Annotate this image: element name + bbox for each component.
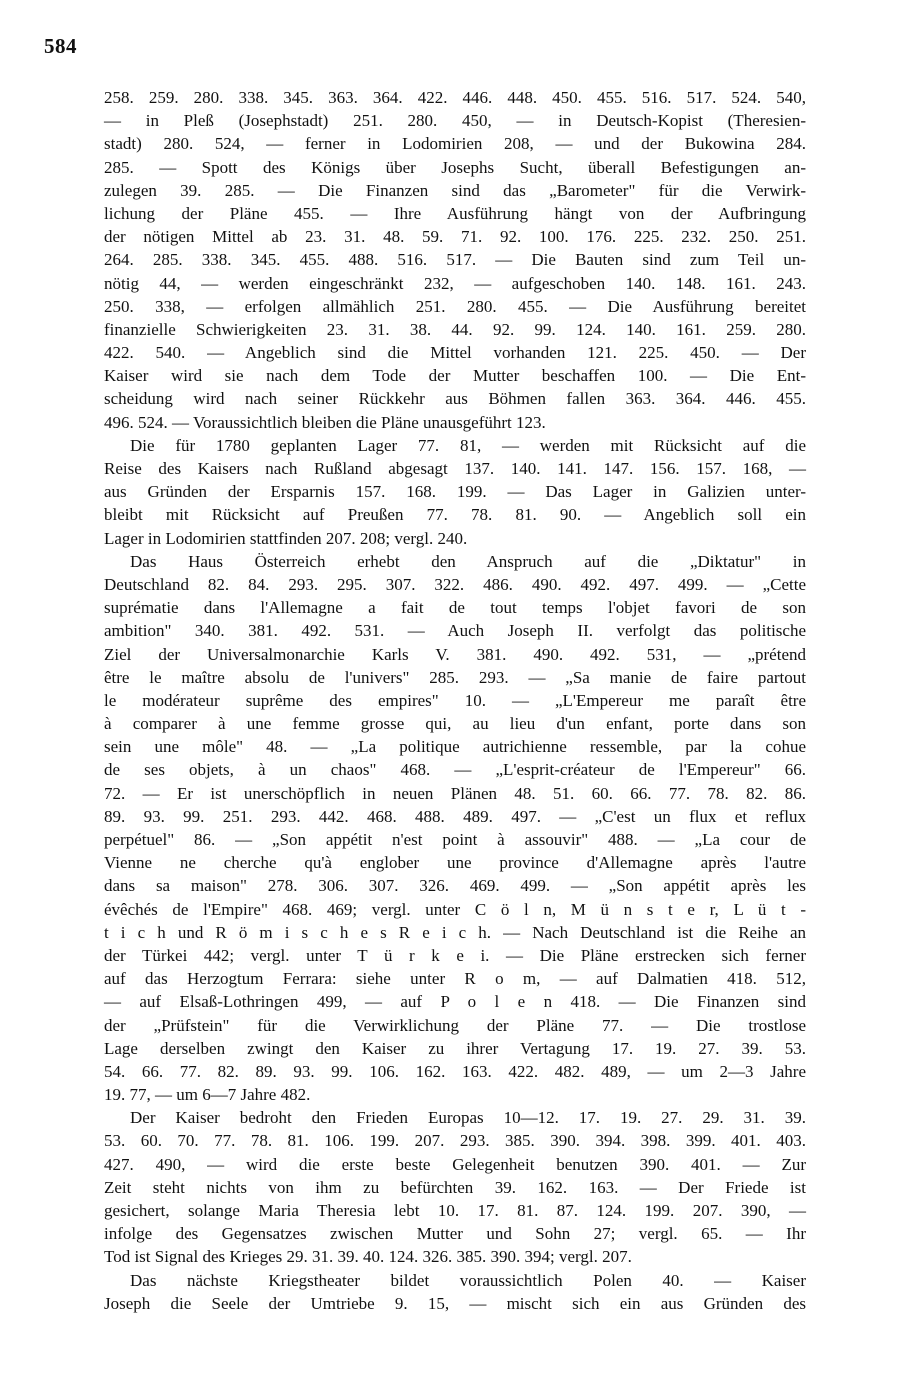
- paragraph: [104, 1269, 806, 1315]
- text-line: Die für 1780 geplanten Lager 77. 81, — werden mit Rücksicht auf die: [130, 435, 806, 455]
- text-line: — auf Elsaß-Lothringen 499, — auf P o l e n 418. — Die Finanzen sind: [104, 992, 806, 1012]
- text-line: gesichert, solange Maria Theresia lebt 10. 17. 81. 87. 124. 199. 207. 390, —: [104, 1201, 806, 1220]
- text-line: zulegen 39. 285. — Die Finanzen sind das „Barometer" für die Verwirk-: [104, 180, 806, 200]
- text-line: finanzielle Schwierigkeiten 23. 31. 38. 44. 92. 99. 124. 140. 161. 259. 280.: [104, 319, 806, 339]
- text-line: être le maître absolu de l'univers" 285. 293. — „Sa manie de faire partout: [104, 667, 806, 687]
- text-line: Reise des Kaisers nach Rußland abgesagt 137. 140. 141. 147. 156. 157. 168, —: [104, 459, 806, 478]
- text-line: Joseph die Seele der Umtriebe 9. 15, — mischt sich ein aus Gründen des: [104, 1293, 806, 1313]
- text-line: 285. — Spott des Königs über Josephs Sucht, überall Befestigungen an-: [104, 157, 806, 177]
- paragraph: [104, 434, 806, 550]
- paragraph: [104, 1106, 806, 1268]
- paragraph: [104, 86, 806, 434]
- text-line: der nötigen Mittel ab 23. 31. 48. 59. 71. 92. 100. 176. 225. 232. 250. 251.: [104, 227, 806, 247]
- text-line: 89. 93. 99. 251. 293. 442. 468. 488. 489. 497. — „C'est un flux et reflux: [104, 806, 806, 826]
- text-line: Tod ist Signal des Krieges 29. 31. 39. 40. 124. 326. 385. 390. 394; vergl. 207.: [104, 1247, 632, 1267]
- text-line: Lager in Lodomirien stattfinden 207. 208; vergl. 240.: [104, 528, 468, 548]
- text-line: 496. 524. — Voraussichtlich bleiben die Pläne unausgeführt 123.: [104, 412, 546, 432]
- text-line: Kaiser wird sie nach dem Tode der Mutter beschaffen 100. — Die Ent-: [104, 366, 806, 386]
- text-line: de ses objets, à un chaos" 468. — „L'esprit-créateur de l'Empereur" 66.: [104, 760, 806, 780]
- text-line: infolge des Gegensatzes zwischen Mutter und Sohn 27; vergl. 65. — Ihr: [104, 1224, 806, 1244]
- text-line: stadt) 280. 524, — ferner in Lodomirien 208, — und der Bukowina 284.: [104, 134, 806, 154]
- text-line: 427. 490, — wird die erste beste Gelegenheit benutzen 390. 401. — Zur: [104, 1154, 806, 1174]
- text-line: scheidung wird nach seiner Rückkehr aus Böhmen fallen 363. 364. 446. 455.: [104, 389, 806, 409]
- text-line: suprématie dans l'Allemagne a fait de tout temps l'objet favori de son: [104, 598, 806, 618]
- text-line: le modérateur suprême des empires" 10. — „L'Empereur me paraît être: [104, 690, 806, 710]
- text-line: à comparer à une femme grosse qui, au lieu d'un enfant, porte dans son: [104, 714, 806, 734]
- text-line: 258. 259. 280. 338. 345. 363. 364. 422. 446. 448. 450. 455. 516. 517. 524. 540,: [104, 88, 806, 107]
- text-line: Ziel der Universalmonarchie Karls V. 381. 490. 492. 531, — „prétend: [104, 644, 806, 664]
- text-line: 19. 77, — um 6—7 Jahre 482.: [104, 1085, 311, 1105]
- text-line: nötig 44, — werden eingeschränkt 232, — aufgeschoben 140. 148. 161. 243.: [104, 273, 806, 293]
- text-line: Lage derselben zwingt den Kaiser zu ihrer Vertagung 17. 19. 27. 39. 53.: [104, 1038, 806, 1058]
- text-line: lichung der Pläne 455. — Ihre Ausführung hängt von der Aufbringung: [104, 203, 806, 223]
- text-line: évêchés de l'Empire" 468. 469; vergl. unter C ö l n, M ü n s t e r, L ü t -: [104, 899, 806, 919]
- page-number: 584: [44, 34, 77, 58]
- text-line: perpétuel" 86. — „Son appétit n'est point à assouvir" 488. — „La cour de: [104, 830, 806, 849]
- text-line: Deutschland 82. 84. 293. 295. 307. 322. 486. 490. 492. 497. 499. — „Cette: [104, 574, 806, 594]
- paragraph: [104, 550, 806, 1107]
- text-line: der Türkei 442; vergl. unter T ü r k e i. — Die Pläne erstrecken sich ferner: [104, 945, 806, 965]
- text-line: sein une môle" 48. — „La politique autrichienne ressemble, par la cohue: [104, 737, 806, 757]
- text-line: Der Kaiser bedroht den Frieden Europas 10—12. 17. 19. 27. 29. 31. 39.: [130, 1108, 806, 1128]
- text-line: Zeit steht nichts von ihm zu befürchten 39. 162. 163. — Der Friede ist: [104, 1177, 806, 1197]
- text-line: bleibt mit Rücksicht auf Preußen 77. 78. 81. 90. — Angeblich soll ein: [104, 505, 806, 525]
- text-line: der „Prüfstein" für die Verwirklichung der Pläne 77. — Die trostlose: [104, 1015, 806, 1035]
- text-line: 264. 285. 338. 345. 455. 488. 516. 517. — Die Bauten sind zum Teil un-: [104, 250, 806, 270]
- text-line: t i c h und R ö m i s c h e s R e i c h. — Nach Deutschland ist die Reihe an: [104, 922, 806, 942]
- text-line: Vienne ne cherche qu'à englober une province d'Allemagne après l'autre: [104, 853, 806, 873]
- text-line: Das Haus Österreich erhebt den Anspruch auf die „Diktatur" in: [130, 551, 806, 571]
- text-line: 54. 66. 77. 82. 89. 93. 99. 106. 162. 163. 422. 482. 489, — um 2—3 Jahre: [104, 1061, 806, 1081]
- text-line: 72. — Er ist unerschöpflich in neuen Plänen 48. 51. 60. 66. 77. 78. 82. 86.: [104, 783, 806, 803]
- text-line: auf das Herzogtum Ferrara: siehe unter R o m, — auf Dalmatien 418. 512,: [104, 969, 806, 989]
- text-line: aus Gründen der Ersparnis 157. 168. 199. — Das Lager in Galizien unter-: [104, 482, 806, 502]
- text-line: ambition" 340. 381. 492. 531. — Auch Joseph II. verfolgt das politische: [104, 621, 806, 641]
- text-line: 422. 540. — Angeblich sind die Mittel vorhanden 121. 225. 450. — Der: [104, 343, 806, 363]
- text-line: Das nächste Kriegstheater bildet voraussichtlich Polen 40. — Kaiser: [130, 1270, 806, 1290]
- text-line: — in Pleß (Josephstadt) 251. 280. 450, — in Deutsch-Kopist (Theresien-: [104, 111, 806, 131]
- text-line: dans sa maison" 278. 306. 307. 326. 469. 499. — „Son appétit après les: [104, 876, 806, 896]
- index-body-text: [104, 86, 806, 1315]
- text-line: 250. 338, — erfolgen allmählich 251. 280. 455. — Die Ausführung bereitet: [104, 296, 806, 316]
- text-line: 53. 60. 70. 77. 78. 81. 106. 199. 207. 293. 385. 390. 394. 398. 399. 401. 403.: [104, 1131, 806, 1151]
